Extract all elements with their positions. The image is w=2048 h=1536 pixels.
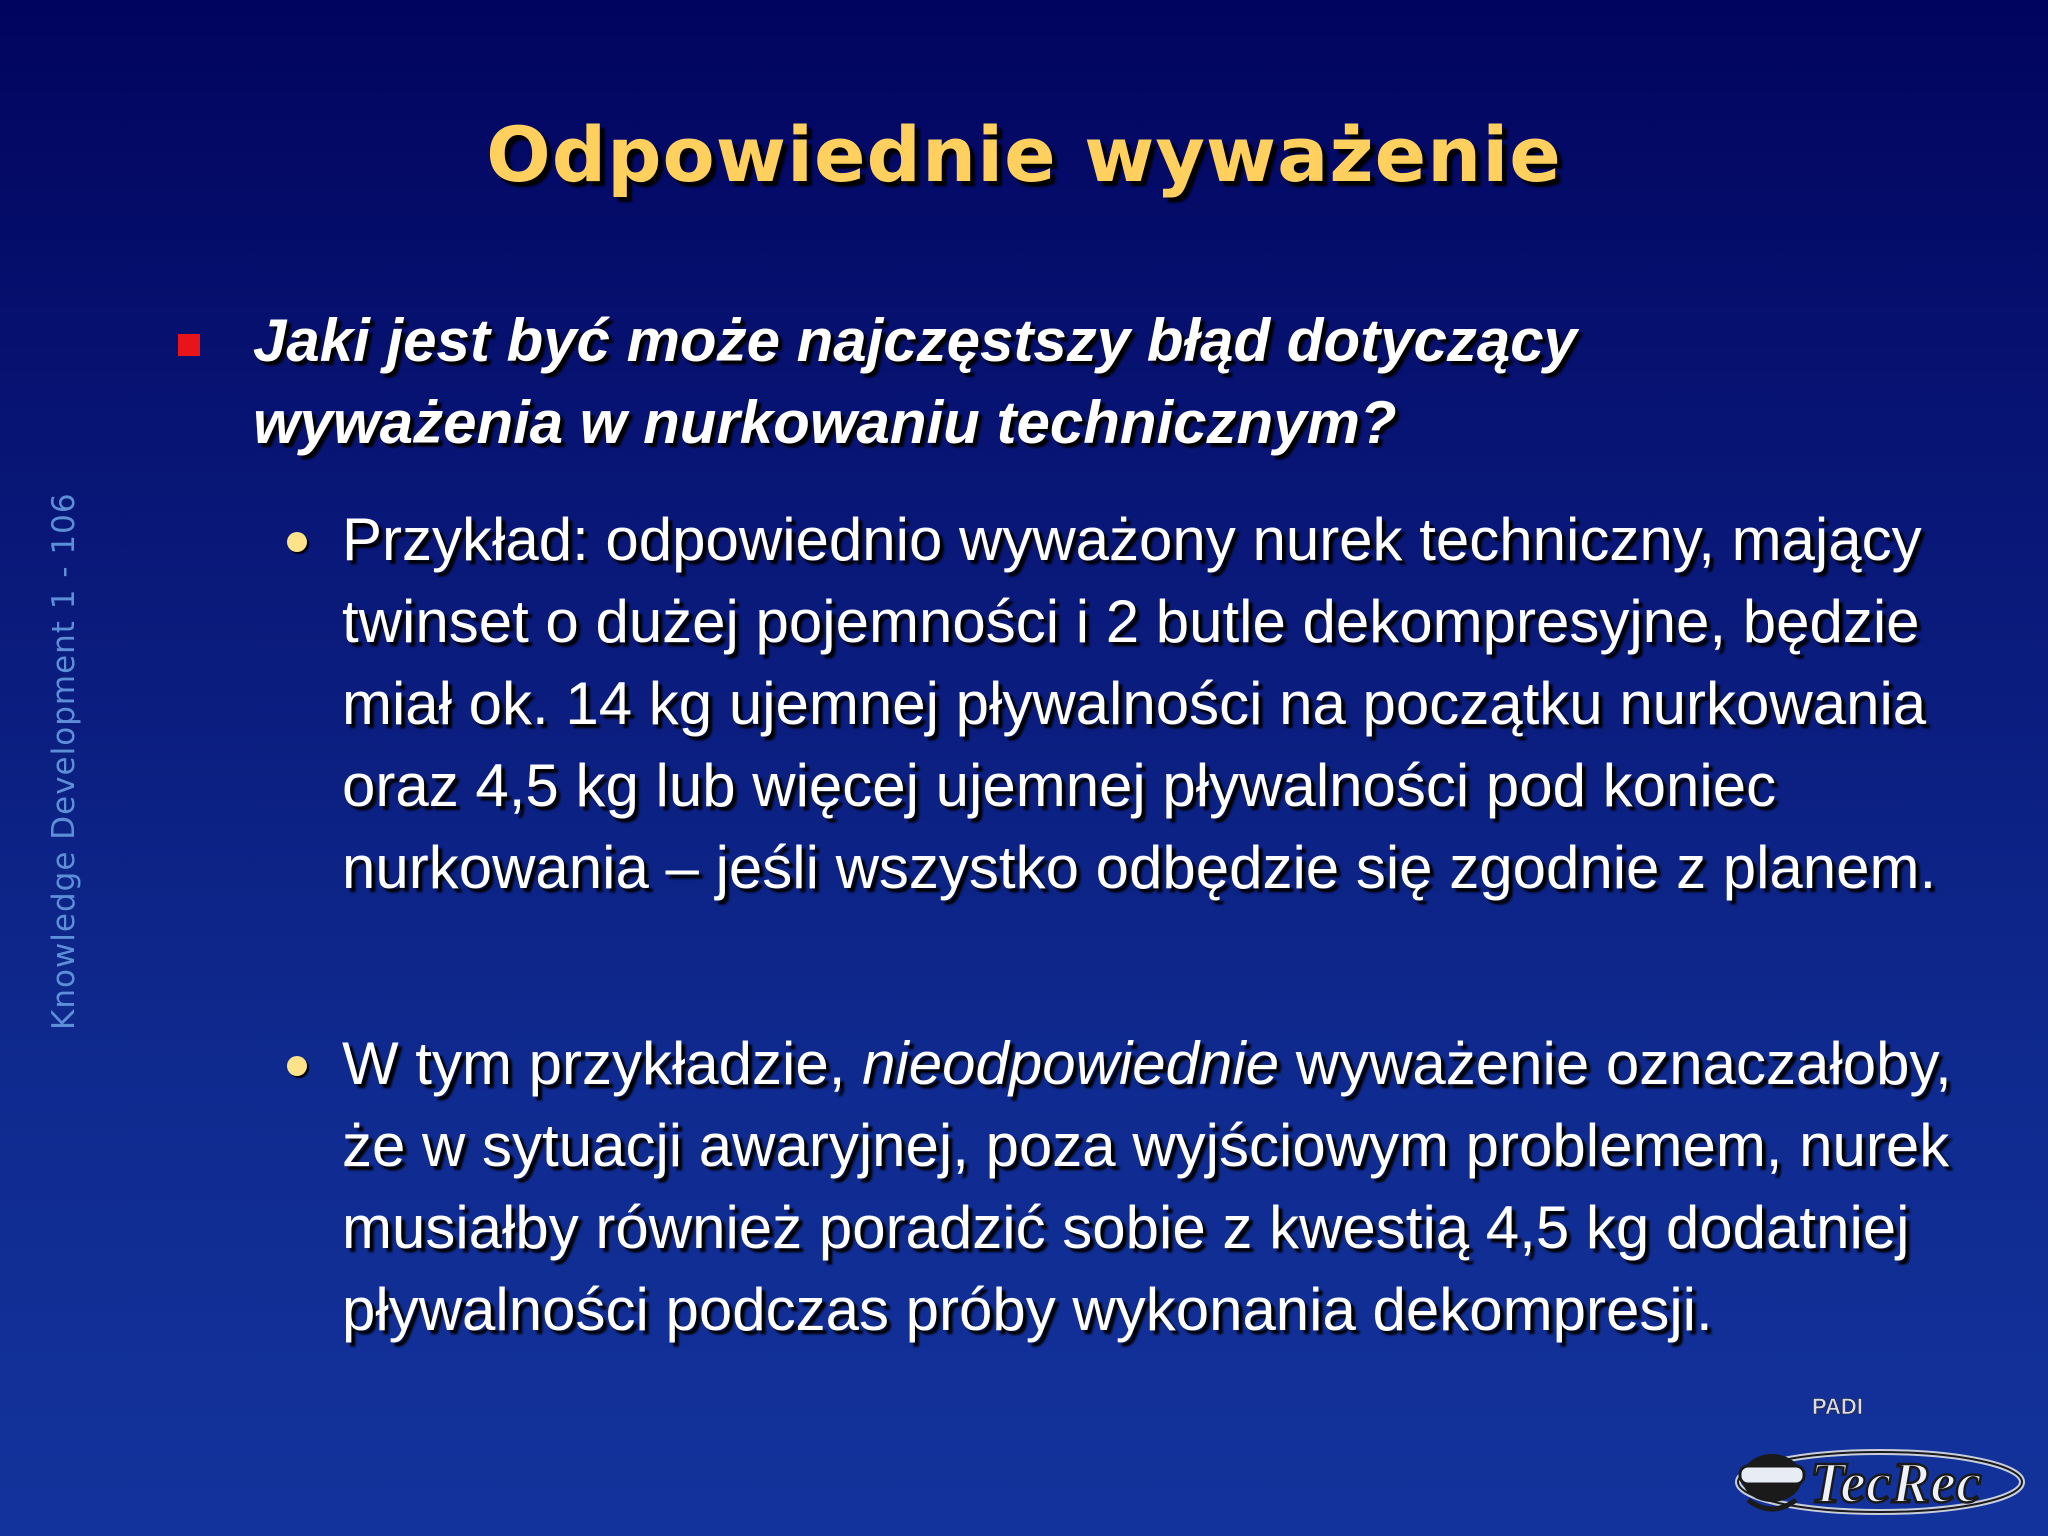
consequence-text-start: W tym przykładzie,: [342, 1030, 863, 1097]
padi-text: PADI: [1812, 1394, 1863, 1419]
consequence-text-end: wyważenie oznaczałoby, że w sytuacji awaryjnej, poza wyjściowym problemem, nurek musiałby również poradzić sobie z kwestią 4,5 kg dodatniej pływalności podczas próby wykonania dekompresji.: [342, 1030, 1952, 1343]
red-square-bullet-icon: [178, 334, 200, 356]
main-question: Jaki jest być może najczęstszy błąd dotyczący wyważenia w nurkowaniu technicznym?: [253, 307, 1577, 456]
diver-mask-icon: [1740, 1454, 1804, 1509]
tecrec-logo-graphic: [1700, 1390, 2030, 1530]
consequence-paragraph: [342, 1023, 1982, 1351]
padi-tecrec-logo: [1700, 1390, 2030, 1530]
slide-title: Odpowiednie wyważenie: [486, 110, 1562, 199]
slide-number-label: Knowledge Development 1 - 106: [46, 492, 82, 1030]
example-paragraph: Przykład: odpowiednio wyważony nurek techniczny, mający twinset o dużej pojemności i 2 butle dekompresyjne, będzie miał ok. 14 kg ujemnej pływalności na początku nurkowania oraz 4,5 kg lub więcej ujemnej pływalności pod koniec nurkowania – jeśli wszystko odbędzie się zgodnie z planem.: [342, 506, 1937, 901]
round-bullet-icon: [287, 532, 307, 552]
tecrec-text: TecRec: [1810, 1450, 1982, 1515]
round-bullet-icon: [287, 1056, 307, 1076]
emphasized-word: nieodpowiednie: [862, 1030, 1280, 1097]
